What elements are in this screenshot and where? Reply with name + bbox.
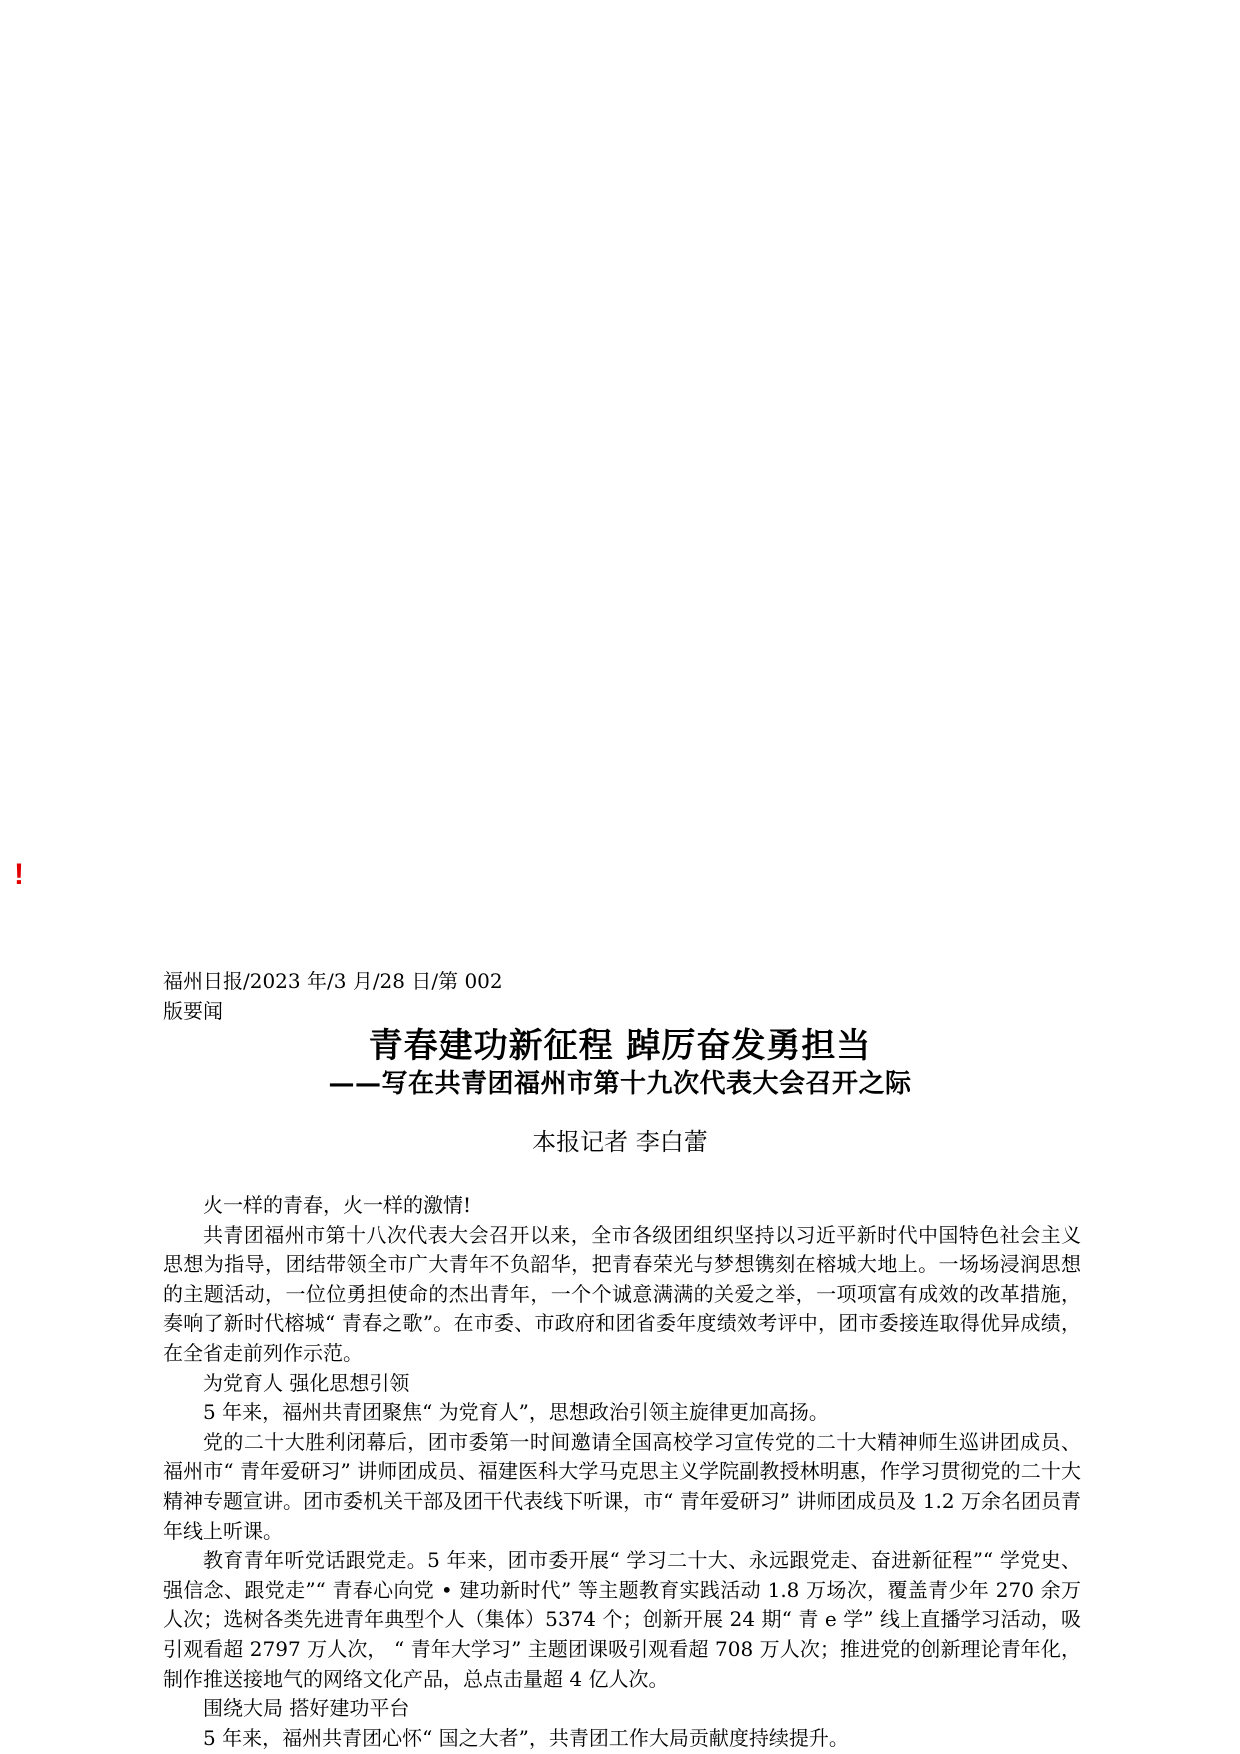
- article-body: [163, 1191, 1081, 1753]
- paragraph: 教育青年听党话跟党走。5 年来，团市委开展“ 学习二十大、永远跟党走、奋进新征程”“ 学党史、强信念、跟党走”“ 青春心向党 • 建功新时代” 等主题教育实践活动 1.8 万场次，覆盖青少年 270 余万人次；选树各类先进青年典型个人（集体）5374 个；创新开展 24 期“ 青 e 学” 线上直播学习活动，吸引观看超 2797 万人次， “ 青年大学习” 主题团课吸引观看超 708 万人次；推进党的创新理论青年化，制作推送接地气的网络文化产品，总点击量超 4 亿人次。: [163, 1548, 1081, 1691]
- paragraph: 共青团福州市第十八次代表大会召开以来，全市各级团组织坚持以习近平新时代中国特色社会主义思想为指导，团结带领全市广大青年不负韶华，把青春荣光与梦想镌刻在榕城大地上。一场场浸润思想的主题活动，一位位勇担使命的杰出青年，一个个诚意满满的关爱之举，一项项富有成效的改革措施，奏响了新时代榕城“ 青春之歌”。在市委、市政府和团省委年度绩效考评中，团市委接连取得优异成绩，在全省走前列作示范。: [163, 1222, 1081, 1365]
- article-title: 青春建功新征程 踔厉奋发勇担当: [368, 1026, 872, 1066]
- paragraph: 火一样的青春，火一样的激情!: [203, 1193, 472, 1217]
- warning-mark: !: [14, 858, 24, 891]
- article-subtitle: ——写在共青团福州市第十九次代表大会召开之际: [328, 1069, 912, 1099]
- section-heading: 为党育人 强化思想引领: [203, 1370, 410, 1395]
- section-heading: 围绕大局 搭好建功平台: [203, 1696, 410, 1721]
- source-line: 福州日报/2023 年/3 月/28 日/第 002 版要闻: [163, 969, 503, 1023]
- paragraph: 党的二十大胜利闭幕后，团市委第一时间邀请全国高校学习宣传党的二十大精神师生巡讲团成员、福州市“ 青年爱研习” 讲师团成员、福建医科大学马克思主义学院副教授林明惠，作学习贯彻党的二十大精神专题宣讲。团市委机关干部及团干代表线下听课，市“ 青年爱研习” 讲师团成员及 1.2 万余名团员青年线上听课。: [163, 1429, 1081, 1543]
- byline: 本报记者 李白蕾: [532, 1128, 708, 1156]
- paragraph: 5 年来，福州共青团聚焦“ 为党育人”，思想政治引领主旋律更加高扬。: [203, 1400, 829, 1425]
- paragraph: 5 年来，福州共青团心怀“ 国之大者”，共青团工作大局贡献度持续提升。: [203, 1725, 849, 1750]
